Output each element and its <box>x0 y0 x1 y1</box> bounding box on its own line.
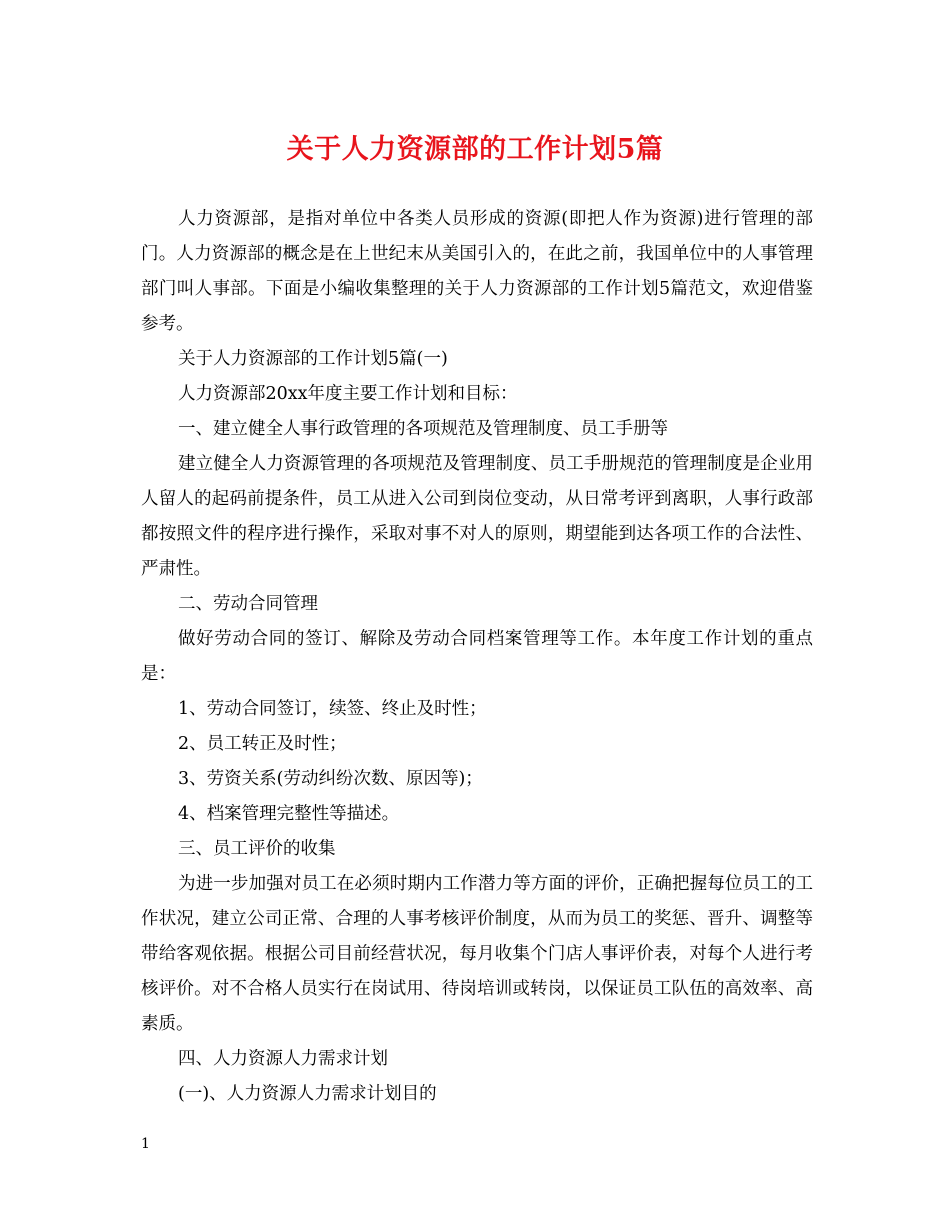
section-heading: 二、劳动合同管理 <box>178 594 318 614</box>
paragraph: 为进一步加强对员工在必须时期内工作潜力等方面的评价，正确把握每位员工的工作状况，建立公司正常、合理的人事考核评价制度，从而为员工的奖惩、晋升、调整等带给客观依据。根据公司目前经营状况，每月收集个门店人事评价表，对每个人进行考核评价。对不合格人员实行在岗试用、待岗培训或转岗，以保证员工队伍的高效率、高素质。 <box>141 874 813 1034</box>
list-item: 2、员工转正及时性； <box>178 734 347 754</box>
section-heading: 一、建立健全人事行政管理的各项规范及管理制度、员工手册等 <box>178 419 668 439</box>
list-item: 1、劳动合同签订，续签、终止及时性； <box>178 699 487 719</box>
paragraph: 人力资源部20xx年度主要工作计划和目标： <box>178 384 518 404</box>
section-heading: 三、员工评价的收集 <box>178 839 336 859</box>
section-heading: 四、人力资源人力需求计划 <box>178 1049 388 1069</box>
document-title: 关于人力资源部的工作计划5篇 <box>286 134 664 165</box>
paragraph: 人力资源部，是指对单位中各类人员形成的资源(即把人作为资源)进行管理的部门。人力资源部的概念是在上世纪末从美国引入的，在此之前，我国单位中的人事管理部门叫人事部。下面是小编收集整理的关于人力资源部的工作计划5篇范文，欢迎借鉴参考。 <box>141 209 813 334</box>
list-item: 4、档案管理完整性等描述。 <box>178 804 400 824</box>
subsection-heading: (一)、人力资源人力需求计划目的 <box>178 1084 437 1104</box>
list-item: 3、劳资关系(劳动纠纷次数、原因等)； <box>178 769 483 789</box>
document-body <box>141 202 813 1112</box>
paragraph: 建立健全人力资源管理的各项规范及管理制度、员工手册规范的管理制度是企业用人留人的起码前提条件，员工从进入公司到岗位变动，从日常考评到离职，人事行政部都按照文件的程序进行操作，采取对事不对人的原则，期望能到达各项工作的合法性、严肃性。 <box>141 454 813 579</box>
paragraph: 关于人力资源部的工作计划5篇(一) <box>178 349 448 369</box>
paragraph: 做好劳动合同的签订、解除及劳动合同档案管理等工作。本年度工作计划的重点是： <box>141 629 813 684</box>
page-number: 1 <box>141 1136 150 1152</box>
